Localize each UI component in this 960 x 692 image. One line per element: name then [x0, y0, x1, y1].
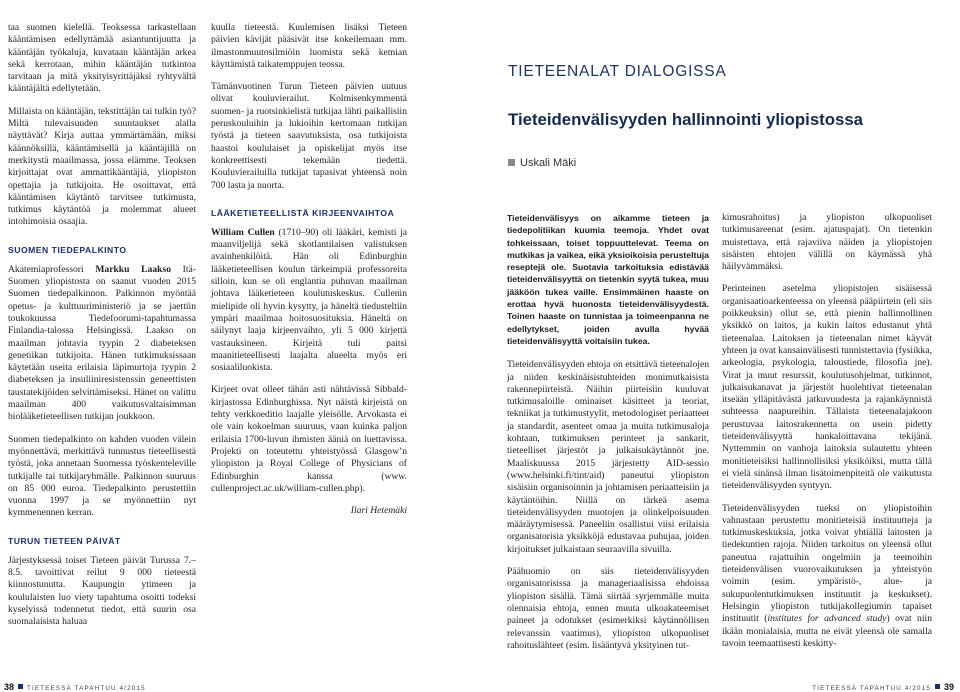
right-column-2: [722, 212, 932, 660]
section-heading-science-prize: SUOMEN TIEDEPALKINTO: [8, 244, 127, 255]
left-footer: [4, 682, 146, 692]
page-number: 38: [4, 682, 15, 692]
body-paragraph: Tämänvuotinen Turun Tieteen päivien uutuus olivat kouluvierailut. Kolmisenkymmentä suomen- ja ruotsinkielistä tutkijaa lähti paikallisiin peruskouluihin ja lukioihin kertomaan tutkijan työstä ja tieteen saavutuksista, osa tutkijoista haastoi koululaiset ja opiskelijat myös itse konkreettisesti tekemään tiedettä. Kouluvierailuilla tutkijat tapasivat yhteensä noin 700 lasta ja nuorta.: [211, 81, 407, 191]
italic-term: institutes for advanced study: [767, 613, 887, 625]
page-number: 39: [943, 682, 954, 692]
lead-paragraph: Tieteidenvälisyys on aikamme tieteen ja tiedepolitiikan kuumia teemoja. Yhdet ovat tohkeissaan, toiset toppuuttelevat. Teema on mutkikas ja vaikea, eikä yksioikoisia perusteltuja reseptejä ole. Suotavia tarkoituksia edistävää tieteidenvälisyyttä on tietenkin syytä tukea, muu jääköön tukea vaille. Ensimmäinen haaste on erottaa hyvä huonosta tieteidenvälisyydestä. Toinen haaste on tunnistaa ja toimeenpanna ne edellytykset, joiden avulla hyvää tieteidenvälisyyttä voitaisiin tukea.: [507, 213, 709, 346]
person-name: William Cullen: [211, 226, 275, 238]
body-paragraph: Päähuomio on siis tieteidenvälisyyden organisatorisissa ja manageriaalisissa ehdoissa yliopiston sisällä. Tämä siirtää syrjemmälle muita olennaisia ehtoja, ennen muuta ulkoakateemiset paineet ja odotukset (esimerkiksi käytännöllisen relevanssin vaatimus), yliopiston ulkopuoliset rahoituslähteet (esim. lisääntyvä yksityinen tut-: [507, 566, 709, 651]
text-run: Tieteidenvälisyyden tueksi on yliopistoihin vahnastaan perustettu monitieteisiä instituutteja ja tutkimuskeskuksia, jotka voivat yhtiällä laitosten ja tiedekuntien rajoja. Niiden tarkoitus on yleensä ollut paneutua rajattuihin ongelmiin ja teemoihin tieteidenvälisen vuorovaikutuksen ja yhteistyön voimin (esim. ympäristö-, alue- ja sukupuolentutkimuksen instituutit ja keskukset). Helsingin yliopiston tutkijakollegiumin tapaiset instituutit (: [722, 502, 932, 625]
person-name: Markku Laakso: [95, 263, 171, 275]
body-paragraph: [722, 503, 932, 651]
text-run: Itä-Suomen yliopistosta on saanut vuoden 2015 Suomen tiedepalkinnon. Palkinnon myöntää opetus- ja kulttuuriministeriö ja se jaettiin toukokuussa Tiedefoorumi-tapahtumassa Finlandia-talossa Helsingissä. Laakso on maailman johtavia tyypin 2 diabeteksen genetiikan tutkijoita. Hänen tutkimuksissaan käytetään useita erilaisia läpimurtoja tyypin 2 diabeteksen ja insuliiniresistenssin geneettisten taustatekijöiden selvittämiseksi. Hänet on valittu maailman 400 vaikutusvaltaisimman biolääketieteellisen tutkijan joukkoon.: [8, 263, 196, 423]
body-paragraph: Tieteidenvälisyyden ehtoja on etsittävä tieteenalojen ja niiden keskinäisistuhteiden monimutkaisista rakennepiirteistä. Näihin piirteisiin kuuluvat tutkimusaloille ominaiset käsitteet ja teoriat, tekniikat ja tutkimustyylit, metodologiset periaatteet ja standardit, asenteet omaa ja muita tutkimusaloja kohtaan, tutkimuksen perinteet ja sankarit, tieteelliset järjestöt ja julkaisukäytännöt jne. Maaliskuussa 2015 järjestetty AID-sessio (www.helsinki.fi/tint/aid) paneutui yliopiston sisäisiin organisoinnin ja johtamisen periaatteisiin ja käytäntöihin. Niillä on tärkeä asema tieteidenvälisyyden muotojen ja olinkelpoisuuden määräytymisessä. Paneeliin osallistui viisi erilaisia organisatorisia yksikköjä edustavaa puhujaa, joiden kirjoitukset julkaistaan seuraavilla sivuilla.: [507, 359, 709, 555]
body-paragraph: Perinteinen asetelma yliopistojen sisäisessä organisaatioarkenteessa on yleensä pääpiirtein (eli siis poikkeuksin) ollut se, että pienin hallinnollinen yksikkö on laitos, ja kukin laitos edustanut yhtä tieteenalaa. Laitoksen ja tieteenalan nimet käyvät yhteen ja ovat kansainvälisesti tunnistettavia (fysiikka, arkeologia, psykologia, taloustiede, filosofia jne). Virat ja muut resurssit, koulutusohjelmat, tutkinnot, julkaisukanavat ja järjestöt huolehtivat tieteenalan itseään ylläpitävästä jatkuvuudesta ja rajankäynnistä suhteessa naapureihin. Tällaista tieteenalajakoon perustuvaa laitosrakennetta on usein pidetty tieteidenvälisyyttä hankaloittavana tekijänä. Nyttemmin on vanhoja laitoksia sulautettu yhteen monitieteisiksi hallinnollisiksi yksiköiksi, mutta tällä ei vielä sinänsä ilman lisätoimenpiteitä ole vaikutusta tieteidenvälisyyden syntyyn.: [722, 283, 932, 492]
square-bullet-icon: [508, 159, 515, 166]
body-paragraph: taa suomen kielellä. Teoksessa tarkastellaan kääntämisen edellyttämää asiantuntijuutta ja kääntäjän työkaluja, kuvataan kääntäjän arkea sekä kerrotaan, mihin kääntäjän tutkintoa tarvitaan ja mitä yksityisyrittäjäksi ryhtyvältä kääntäjältä edellytetään.: [8, 22, 196, 95]
right-footer: [812, 682, 954, 692]
section-heading-correspondence: LÄÄKETIETEELLISTÄ KIRJEENVAIHTOA: [211, 207, 395, 218]
body-paragraph: Kirjeet ovat olleet tähän asti nähtävissä Sibbald-kirjastossa Edinburghissa. Nyt näistä kirjeistä on tehty verkkoeditio laajalle yleisölle. Arvokasta ei ole vain kokoelman suuruus, vaan kuinka paljon erilaisia 1700-luvun ihmisten ääniä on luettavissa. Projekti on toteutettu yhteistyössä Glasgow’n yliopiston ja Royal College of Physicians of Edinburghin kanssa (www. cullenproject.ac.uk/william-cullen.php).: [211, 384, 407, 494]
body-paragraph: Millaista on kääntäjän, tekstittäjän tai tulkin työ? Miltä tulevaisuuden suuntaukset alalla näyttävät? Kirja auttaa ymmärtämään, miksi käännöksillä, kääntämisellä ja kääntäjillä on merkitystä maailmassa, jossa elämme. Teoksen kirjoittajat ovat ammattikääntäjiä, yliopiston opettajia ja tutkijoita. He osoittavat, että kääntämisen käytäntö tarvitsee tutkimusta, tutkimus käytäntöä ja molemmat alueet intohimoisia osaajia.: [8, 105, 196, 228]
body-paragraph: kimusrahoitus) ja yliopiston ulkopuoliset tutkimusareenat (esim. ajatuspajat). On tietenkin muistettava, että rajaviiva näiden ja yliopistojen sisäisten ehtojen välillä on käymässä yhä häilyvämmäksi.: [722, 212, 932, 273]
body-paragraph: Suomen tiedepalkinto on kahden vuoden välein myönnettävä, merkittävä tunnustus tieteellisestä työstä, joka annetaan Suomessa työskenteleville tutkijalle tai tutkijaryhmälle. Palkinnon suuruus on 85 000 euroa. Tiedepalkinto perustettiin vuonna 1997 ja se myönnettiin nyt kymmenennen kerran.: [8, 433, 196, 519]
text-run: (1710–90) oli lääkäri, kemisti ja maanviljelijä sekä skotlantilaisen valistuksen avainhenkilöitä. Hän oli Edinburghin lääketieteellisen koulun tärkeimpiä professoreita silloin, kun se oli englantia puhuvan maailman johtava lääketieteen koulutuskeskus. Cullenin mielipide oli hyvin kysytty, ja häneltä tiedusteltiin ympäri maailmaa hoitosuosituksia. Häneltä on säilynyt laaja kirjeenvaihto, yli 5 000 kirjettä vastauksineen. Kirjeitä tuli paitsi maanitieteellisesti laajalta alueelta myös eri sosiaaliluokista.: [211, 226, 407, 374]
author-signature: Ilari Hetemäki: [350, 505, 407, 517]
square-bullet-icon: [18, 684, 23, 689]
body-paragraph: [211, 227, 407, 375]
left-column-2: [211, 22, 407, 527]
left-column-1: [8, 22, 196, 638]
magazine-name: TIETEESSÄ TAPAHTUU 4/2015: [27, 685, 146, 692]
magazine-name: TIETEESSÄ TAPAHTUU 4/2015: [812, 685, 931, 692]
article-title: Tieteidenvälisyyden hallinnointi yliopistossa: [508, 110, 863, 129]
author-name: Uskali Mäki: [520, 157, 577, 169]
right-column-1: [507, 212, 709, 662]
text-run: Akatemiaprofessori: [8, 263, 96, 275]
article-author: [508, 157, 576, 169]
section-heading-science-days: TURUN TIETEEN PÄIVÄT: [8, 535, 121, 546]
body-paragraph: [8, 264, 196, 424]
section-kicker: TIETEENALAT DIALOGISSA: [508, 63, 727, 80]
text-run: ) ovat niin ikään monialaisia, mutta ne eivät yleensä ole samalla tavoin teemaattisesti keskitty-: [722, 613, 932, 649]
square-bullet-icon: [935, 684, 940, 689]
body-paragraph: kuulla tieteestä. Kuulemisen lisäksi Tieteen päivien kävijät pääsivät itse kokeilemaan mm. ilmastonmuutosilmiöin luomista sekä kemian käyttämistä taikatemppujen teossa.: [211, 22, 407, 70]
body-paragraph: Järjestyksessä toiset Tieteen päivät Turussa 7.–8.5. tavoittivat reilut 9 000 tieteestä kiinnostunutta. Kaupungin ytimeen ja koululaisten luo viety tapahtuma osoitti todeksi kyselyissä todennetut tiedot, että suurin osa suomalaisista haluaa: [8, 554, 196, 628]
